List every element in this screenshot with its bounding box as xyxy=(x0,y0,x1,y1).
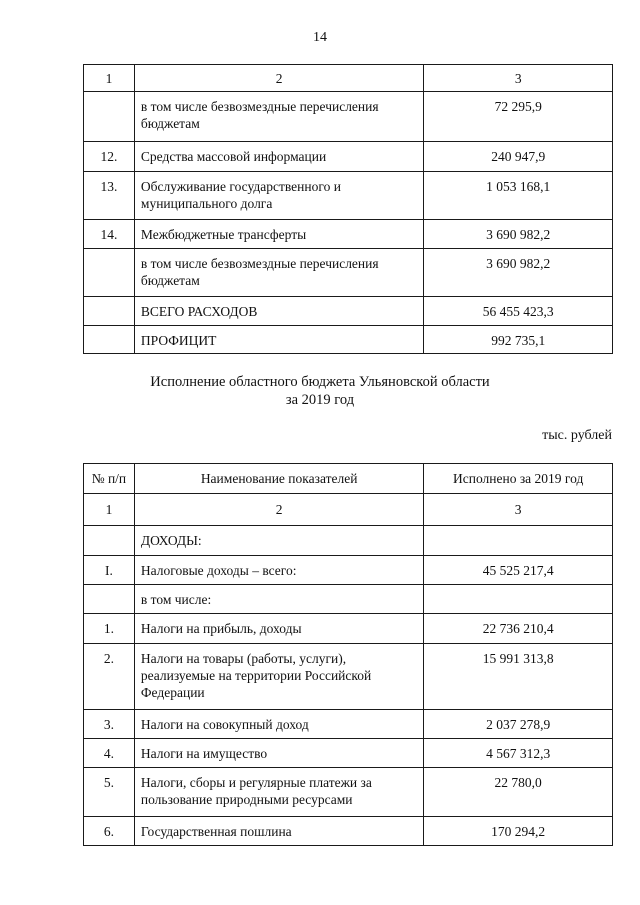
table-row xyxy=(84,585,613,614)
row-number xyxy=(84,249,135,297)
table-row xyxy=(84,817,613,846)
row-name: в том числе безвозмездные перечисления бюджетам xyxy=(134,249,424,297)
header-cell: 3 xyxy=(424,65,613,92)
table-header-row xyxy=(84,65,613,92)
row-name: в том числе безвозмездные перечисления бюджетам xyxy=(134,92,424,142)
row-number: 4. xyxy=(84,739,135,768)
row-number: 3. xyxy=(84,710,135,739)
header-cell: Исполнено за 2019 год xyxy=(424,464,613,494)
units-label: тыс. рублей xyxy=(542,428,612,443)
row-value xyxy=(424,585,613,614)
row-name: Налоги на имущество xyxy=(134,739,423,768)
row-name: Межбюджетные трансферты xyxy=(134,220,424,249)
table-subheader-row xyxy=(84,494,613,526)
subheader-cell: 2 xyxy=(134,494,423,526)
row-number: 12. xyxy=(84,142,135,172)
row-name: Государственная пошлина xyxy=(134,817,423,846)
row-number xyxy=(84,585,135,614)
table-row xyxy=(84,249,613,297)
row-name: Налоги, сборы и регулярные платежи за пользование природными ресурсами xyxy=(134,768,423,817)
table-row xyxy=(84,297,613,326)
table-row xyxy=(84,92,613,142)
row-number xyxy=(84,326,135,354)
row-name: Налоги на совокупный доход xyxy=(134,710,423,739)
table-row xyxy=(84,710,613,739)
row-number xyxy=(84,92,135,142)
row-number: 14. xyxy=(84,220,135,249)
page-number: 14 xyxy=(313,30,327,45)
row-name: Налоги на прибыль, доходы xyxy=(134,614,423,644)
row-value: 2 037 278,9 xyxy=(424,710,613,739)
budget-execution-table xyxy=(83,463,613,846)
table-row xyxy=(84,220,613,249)
section-title xyxy=(0,373,640,409)
row-value: 72 295,9 xyxy=(424,92,613,142)
table-row xyxy=(84,768,613,817)
row-number: 1. xyxy=(84,614,135,644)
row-number: 13. xyxy=(84,172,135,220)
header-cell: Наименование показателей xyxy=(134,464,423,494)
row-number xyxy=(84,297,135,326)
row-name: ДОХОДЫ: xyxy=(134,526,423,556)
table-row xyxy=(84,326,613,354)
row-number: 2. xyxy=(84,644,135,710)
header-cell: 1 xyxy=(84,65,135,92)
row-value: 56 455 423,3 xyxy=(424,297,613,326)
header-cell: 2 xyxy=(134,65,424,92)
table-row xyxy=(84,739,613,768)
section-title-line: за 2019 год xyxy=(285,392,355,408)
row-number: 5. xyxy=(84,768,135,817)
row-value: 3 690 982,2 xyxy=(424,249,613,297)
table-row xyxy=(84,644,613,710)
table-header-row xyxy=(84,464,613,494)
table-row xyxy=(84,526,613,556)
row-name: Обслуживание государственного и муниципального долга xyxy=(134,172,424,220)
table-row xyxy=(84,614,613,644)
table-row xyxy=(84,142,613,172)
subheader-cell: 3 xyxy=(424,494,613,526)
expenses-table-continuation xyxy=(83,64,613,354)
table-row xyxy=(84,556,613,585)
row-value: 240 947,9 xyxy=(424,142,613,172)
subheader-cell: 1 xyxy=(84,494,135,526)
row-number xyxy=(84,526,135,556)
row-name: Налоговые доходы – всего: xyxy=(134,556,423,585)
row-value: 22 736 210,4 xyxy=(424,614,613,644)
row-name: Налоги на товары (работы, услуги), реализуемые на территории Российской Федерации xyxy=(134,644,423,710)
row-value: 170 294,2 xyxy=(424,817,613,846)
section-title-line: Исполнение областного бюджета Ульяновской области xyxy=(150,374,490,390)
row-name: ПРОФИЦИТ xyxy=(134,326,424,354)
row-value: 3 690 982,2 xyxy=(424,220,613,249)
row-value: 15 991 313,8 xyxy=(424,644,613,710)
row-value: 45 525 217,4 xyxy=(424,556,613,585)
row-value: 1 053 168,1 xyxy=(424,172,613,220)
row-number: 6. xyxy=(84,817,135,846)
row-name: Средства массовой информации xyxy=(134,142,424,172)
header-cell: № п/п xyxy=(84,464,135,494)
row-value: 22 780,0 xyxy=(424,768,613,817)
row-number: I. xyxy=(84,556,135,585)
row-name: в том числе: xyxy=(134,585,423,614)
row-value: 992 735,1 xyxy=(424,326,613,354)
table-row xyxy=(84,172,613,220)
row-name: ВСЕГО РАСХОДОВ xyxy=(134,297,424,326)
row-value xyxy=(424,526,613,556)
row-value: 4 567 312,3 xyxy=(424,739,613,768)
